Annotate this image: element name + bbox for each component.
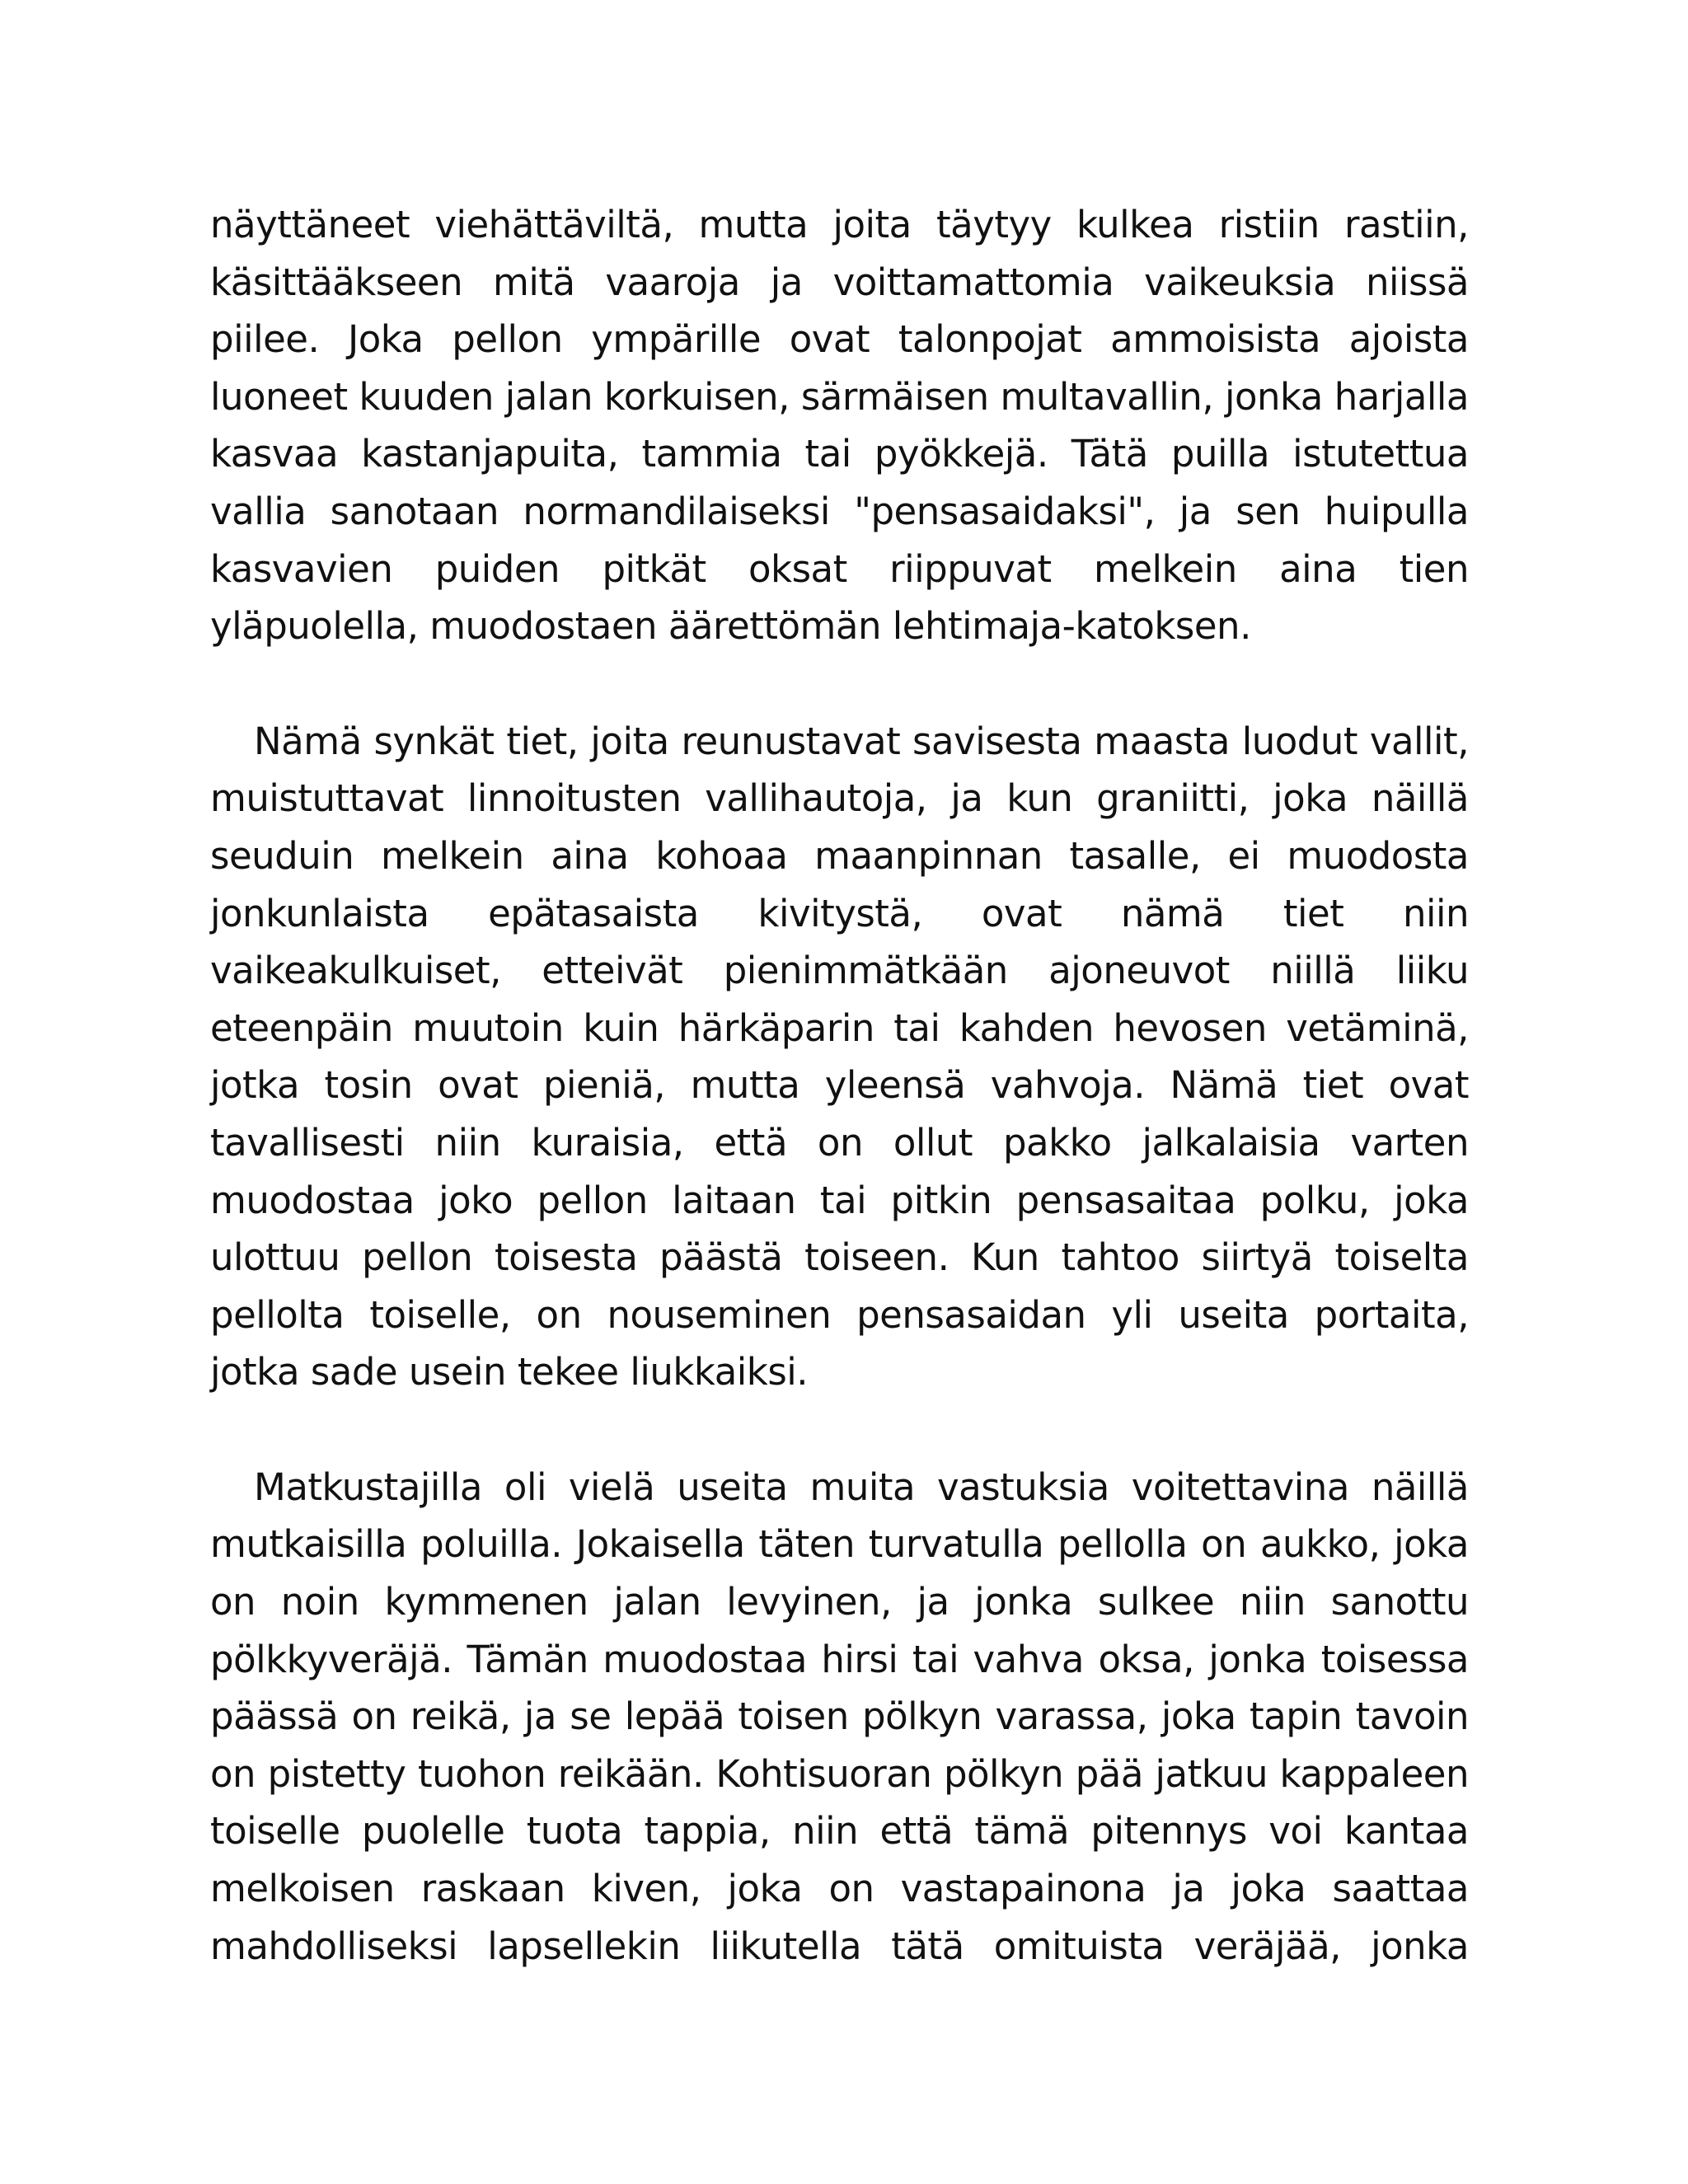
paragraph-2: Nämä synkät tiet, joita reunustavat savisesta maasta luodut vallit, muistuttavat linnoitusten vallihautoja, ja kun graniitti, joka näillä seuduin melkein aina kohoaa maanpinnan tasalle, ei muodosta jonkunlaista epätasaista kivitystä, ovat nämä tiet niin vaikeakulkuiset, etteivät pienimmätkään ajoneuvot niillä liiku eteenpäin muutoin kuin härkäparin tai kahden hevosen vetäminä, jotka tosin ovat pieniä, mutta yleensä vahvoja. Nämä tiet ovat tavallisesti niin kuraisia, että on ollut pakko jalkalaisia varten muodostaa joko pellon laitaan tai pitkin pensasaitaa polku, joka ulottuu pellon toisesta päästä toiseen. Kun tahtoo siirtyä toiselta pellolta toiselle, on nouseminen pensasaidan yli useita portaita, jotka sade usein tekee liukkaiksi. — [210, 719, 1469, 1394]
paragraph-3: Matkustajilla oli vielä useita muita vastuksia voitettavina näillä mutkaisilla poluilla. Jokaisella täten turvatulla pellolla on aukko, joka on noin kymmenen jalan levyinen, ja jonka sulkee niin sanottu pölkkyveräjä. Tämän muodostaa hirsi tai vahva oksa, jonka toisessa päässä on reikä, ja se lepää toisen pölkyn varassa, joka tapin tavoin on pistetty tuohon reikään. Kohtisuoran pölkyn pää jatkuu kappaleen toiselle puolelle tuota tappia, niin että tämä pitennys voi kantaa melkoisen raskaan kiven, joka on vastapainona ja joka saattaa mahdolliseksi lapsellekin liikutella tätä omituista veräjää, jonka — [210, 1465, 1469, 1968]
body-text — [210, 196, 1469, 2032]
paragraph-1: näyttäneet viehättäviltä, mutta joita täytyy kulkea ristiin rastiin, käsittääkseen mitä vaaroja ja voittamattomia vaikeuksia niissä piilee. Joka pellon ympärille ovat talonpojat ammoisista ajoista luoneet kuuden jalan korkuisen, särmäisen multavallin, jonka harjalla kasvaa kastanjapuita, tammia tai pyökkejä. Tätä puilla istutettua vallia sanotaan normandilaiseksi "pensasaidaksi", ja sen huipulla kasvavien puiden pitkät oksat riippuvat melkein aina tien yläpuolella, muodostaen äärettömän lehtimaja-katoksen. — [210, 203, 1469, 649]
